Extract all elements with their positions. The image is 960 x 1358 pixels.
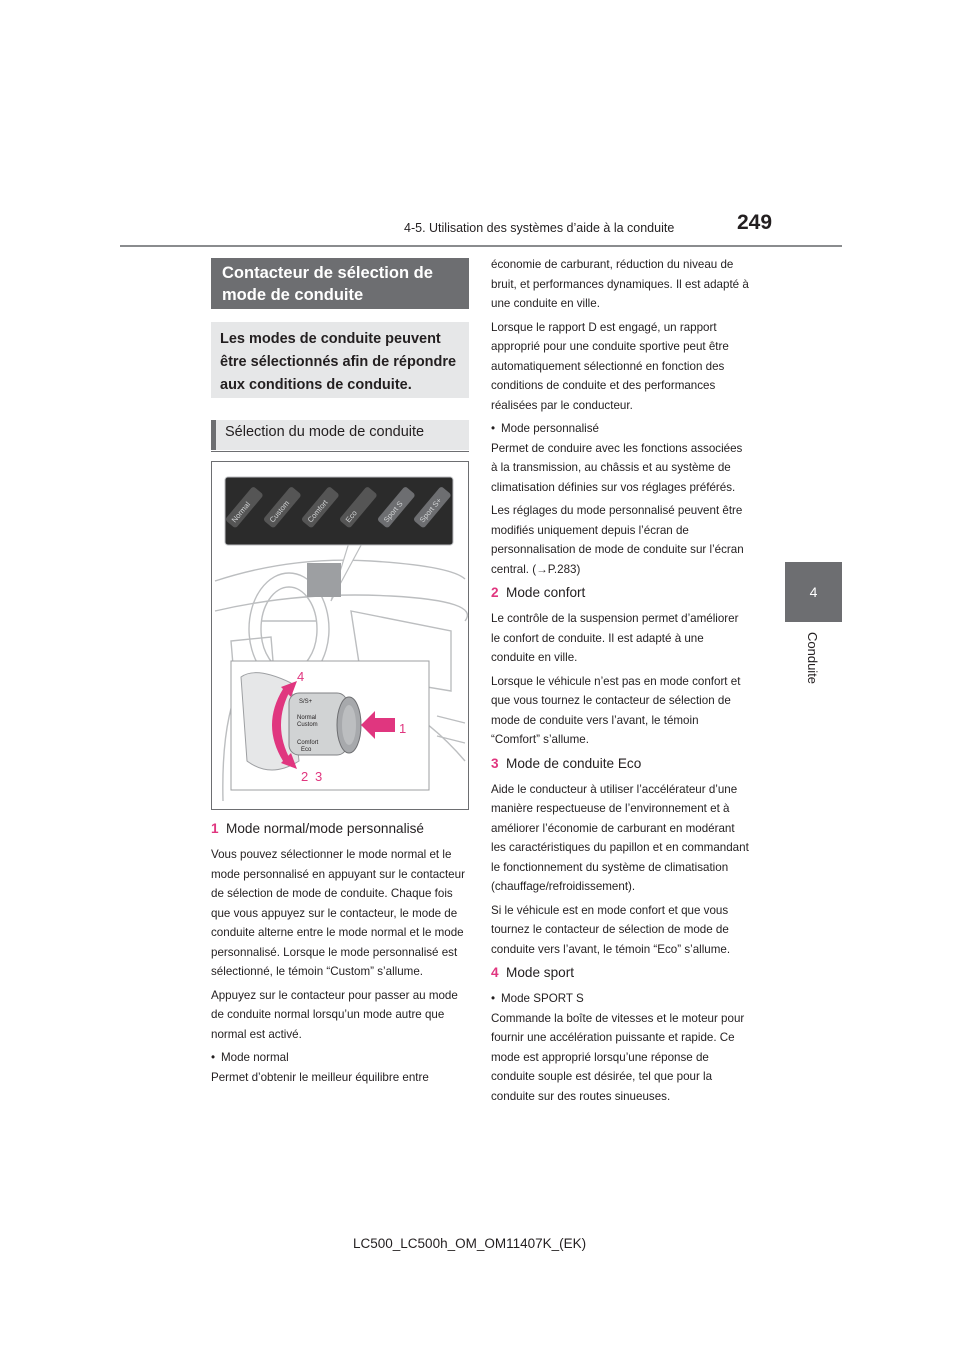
- section-title: Contacteur de sélection de mode de conduite: [211, 258, 469, 309]
- item-title: Mode normal/mode personnalisé: [226, 821, 424, 836]
- display-screen: [307, 563, 341, 597]
- mode-label: Comfort: [305, 498, 330, 525]
- callout-4: 4: [297, 669, 305, 684]
- paragraph: Les réglages du mode personnalisé peuvent être modifiés uniquement depuis l’écran de personnalisation de mode de conduite sur l’écran central. (→P.283): [491, 504, 744, 576]
- switch-label: Comfort: [297, 740, 319, 746]
- header-rule: [120, 245, 842, 247]
- item-number: 2: [491, 585, 499, 600]
- item-2-heading: [491, 583, 749, 603]
- item-title: Mode sport: [506, 965, 575, 980]
- subheading-rule: [211, 451, 469, 452]
- chapter-label: Conduite: [805, 632, 820, 685]
- bullet-item: • Mode normal: [211, 1048, 469, 1068]
- switch-label: Normal: [297, 715, 317, 721]
- paragraph: Si le véhicule est en mode confort et que vous tournez le contacteur de sélection de mode de conduite vers l’avant, le témoin “Eco” s’allume.: [491, 903, 731, 956]
- paragraph: Lorsque le véhicule n’est pas en mode confort et que vous tournez le contacteur de sélection de mode de conduite vers l’avant, le témoin “Comfort” s’allume.: [491, 674, 741, 746]
- subheading: Sélection du mode de conduite: [211, 420, 469, 450]
- callout-1: 1: [399, 721, 407, 736]
- mode-display-panel: [225, 477, 453, 545]
- paragraph: économie de carburant, réduction du niveau de bruit, et performances dynamiques. Il est adapté à une conduite en ville.: [491, 258, 749, 310]
- item-title: Mode de conduite Eco: [506, 755, 642, 771]
- chapter-tab: 4: [785, 562, 842, 622]
- paragraph: Permet de conduire avec les fonctions associées à la transmission, au châssis et au système de climatisation définies sur vos réglages préférés.: [491, 441, 743, 494]
- paragraph: Aide le conducteur à utiliser l’accélérateur d’une manière respectueuse de l’environnement et à améliorer l’économie de carburant en modérant les caractéristiques du papillon et en commandant le fonctionnement du système de climatisation (chauffage/refroidissement).: [491, 782, 749, 893]
- bullet-item: • Mode SPORT S: [491, 989, 749, 1009]
- header-section-title: 4-5. Utilisation des systèmes d’aide à la conduite: [404, 221, 675, 235]
- mode-label: Normal: [229, 499, 253, 525]
- paragraph: Permet d’obtenir le meilleur équilibre entre: [211, 1070, 429, 1084]
- mode-label: Custom: [267, 498, 292, 525]
- page-number: 249: [737, 211, 773, 234]
- switch-label: S/S+: [299, 699, 313, 705]
- mode-label: Sport S+: [417, 495, 444, 525]
- item-number: 3: [491, 755, 499, 771]
- paragraph: Appuyez sur le contacteur pour passer au mode de conduite normal lorsqu’un mode autre que normal est activé.: [211, 988, 458, 1041]
- item-1-heading: [211, 819, 469, 839]
- document-code: LC500_LC500h_OM_OM11407K_(EK): [353, 1236, 587, 1251]
- item-3-heading: [491, 754, 749, 774]
- item-number: 1: [211, 821, 219, 836]
- item-number: 4: [491, 965, 499, 980]
- item-title: Mode confort: [506, 585, 586, 600]
- item-4-heading: [491, 963, 749, 983]
- callout-3: 3: [315, 769, 323, 784]
- paragraph: Lorsque le rapport D est engagé, un rapport approprié pour une conduite sportive peut être automatiquement sélectionné en fonction des conditions de conduite et des performances réalisées par le conducteur.: [491, 320, 729, 412]
- switch-label: Eco: [301, 747, 312, 753]
- bullet-item: • Mode personnalisé: [491, 419, 749, 439]
- paragraph: Commande la boîte de vitesses et le moteur pour fournir une accélération puissante et rapide. Ce mode est approprié lorsqu’une réponse de conduite souple est désirée, tel que pour la conduite sur des routes sinueuses.: [491, 1011, 745, 1103]
- mode-label: Eco: [343, 508, 359, 525]
- paragraph: Le contrôle de la suspension permet d’améliorer le confort de conduite. Il est adapté à une conduite en ville.: [491, 612, 739, 664]
- left-column: [211, 815, 469, 1091]
- callout-2: 2: [301, 769, 309, 784]
- right-column: [491, 255, 749, 1110]
- mode-label: Sport S: [381, 499, 405, 525]
- drive-mode-illustration: [211, 461, 469, 810]
- intro-text: Les modes de conduite peuvent être sélectionnés afin de répondre aux conditions de conduite.: [211, 322, 469, 398]
- paragraph: Vous pouvez sélectionner le mode normal et le mode personnalisé en appuyant sur le contacteur de sélection de mode de conduite. Chaque fois que vous appuyez sur le contacteur, le mode de conduite alterne entre le mode normal et le mode personnalisé. Lorsque le mode personnalisé est sélectionné, le témoin “Custom” s’allume.: [211, 848, 465, 978]
- switch-label: Custom: [297, 722, 318, 728]
